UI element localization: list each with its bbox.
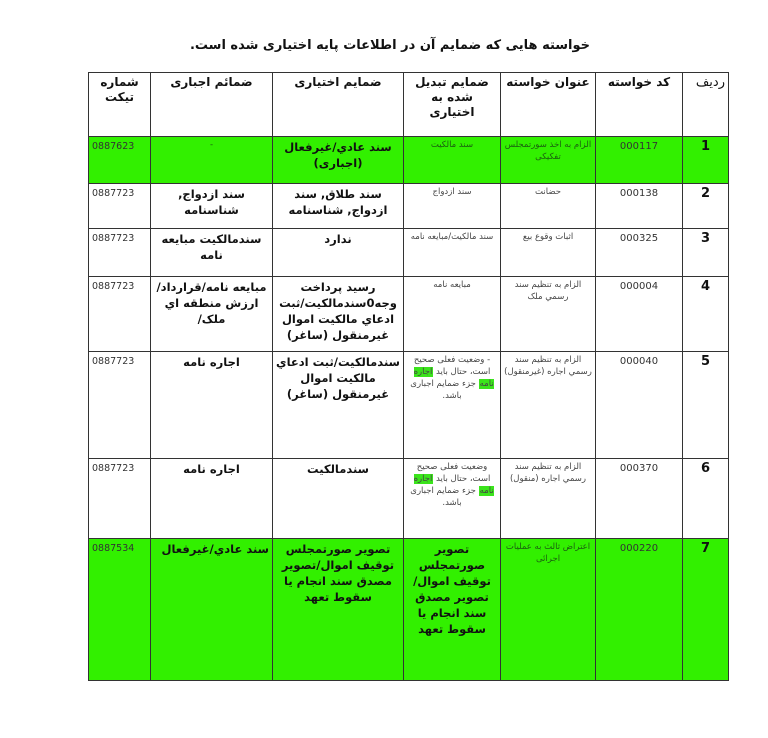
converted-attachments [404, 352, 501, 459]
row-number: 4 [683, 277, 729, 352]
optional-attachments: سندمالکیت/ثبت ادعاي مالکیت اموال غیرمنقول (ساغر) [273, 352, 404, 459]
ticket-number: 0887723 [89, 459, 151, 539]
optional-attachments: تصویر صورتمجلس توقیف اموال/تصویر مصدق سند انجام یا سقوط تعهد [273, 539, 404, 681]
optional-attachments: سند عادي/غيرفعال (اجباری) [273, 137, 404, 184]
request-title: الزام به اخذ سورتمجلس تفکیکی [501, 137, 596, 184]
request-title: حضانت [501, 184, 596, 229]
optional-attachments: رسید پرداخت وجه0سندمالکیت/ثبت ادعاي مالکیت اموال غیرمنقول (ساغر) [273, 277, 404, 352]
mandatory-attachments: سند عادي/غیرفعال [151, 539, 273, 681]
request-title: اعتراض ثالث به عملیات اجرائی [501, 539, 596, 681]
ticket-number: 0887723 [89, 229, 151, 277]
request-code: 000004 [596, 277, 683, 352]
converted-attachments-prefix: - وضعیت فعلی صحیح است، حتال باید [413, 355, 491, 377]
converted-attachments: سند ازدواج [404, 184, 501, 229]
request-title: الزام به تنظیم سند رسمي ملک [501, 277, 596, 352]
optional-attachments: سند طلاق, سند ازدواج, شناسنامه [273, 184, 404, 229]
table-row [89, 539, 729, 681]
ticket-number: 0887723 [89, 352, 151, 459]
ticket-number: 0887723 [89, 277, 151, 352]
request-title: اثبات وقوع بیع [501, 229, 596, 277]
header-optional-attachments: ضمایم اختیاری [273, 73, 404, 137]
table-header-row [89, 73, 729, 137]
table-row [89, 229, 729, 277]
mandatory-attachments: مبایعه نامه/قرارداد/ارزش منطقه اي ملک/ [151, 277, 273, 352]
requests-table [88, 72, 729, 681]
converted-attachments: سند مالکیت/مبایعه نامه [404, 229, 501, 277]
converted-attachments: تصویر صورتمجلس توقیف اموال/تصویر مصدق سند انجام یا سقوط تعهد [404, 539, 501, 681]
ticket-number: 0887723 [89, 184, 151, 229]
mandatory-attachments: اجاره نامه [151, 459, 273, 539]
highlighted-text: اجاره نامه [413, 474, 494, 496]
row-number: 6 [683, 459, 729, 539]
table-row [89, 277, 729, 352]
request-code: 000138 [596, 184, 683, 229]
request-code: 000370 [596, 459, 683, 539]
request-code: 000325 [596, 229, 683, 277]
table-row [89, 184, 729, 229]
table-row [89, 459, 729, 539]
row-number: 3 [683, 229, 729, 277]
converted-attachments: مبایعه نامه [404, 277, 501, 352]
converted-attachments-suffix: جزء ضمایم اجباری باشد. [410, 379, 476, 401]
optional-attachments: ندارد [273, 229, 404, 277]
ticket-number: 0887623 [89, 137, 151, 184]
document-title: خواسته هایی که ضمایم آن در اطلاعات پایه اختیاری شده است. [189, 38, 591, 53]
converted-attachments [404, 459, 501, 539]
header-request-code: کد خواسته [596, 73, 683, 137]
header-converted-attachments: ضمایم تبدیل شده به اختیاری [404, 73, 501, 137]
request-title: الزام به تنظیم سند رسمي اجاره (منقول) [501, 459, 596, 539]
row-number: 5 [683, 352, 729, 459]
converted-attachments-prefix: وضعیت فعلی صحیح است، حتال باید [416, 462, 491, 484]
converted-attachments-suffix: جزء ضمایم اجباری باشد. [410, 486, 476, 508]
ticket-number: 0887534 [89, 539, 151, 681]
mandatory-attachments: سند ازدواج, شناسنامه [151, 184, 273, 229]
request-code: 000040 [596, 352, 683, 459]
converted-attachments: سند مالکیت [404, 137, 501, 184]
mandatory-attachments: - [151, 137, 273, 184]
optional-attachments: سندمالکیت [273, 459, 404, 539]
request-code: 000220 [596, 539, 683, 681]
header-request-title: عنوان خواسته [501, 73, 596, 137]
mandatory-attachments: سندمالکیت مبایعه نامه [151, 229, 273, 277]
table-row [89, 137, 729, 184]
row-number: 1 [683, 137, 729, 184]
request-title: الزام به تنظیم سند رسمي اجاره (غیرمنقول) [501, 352, 596, 459]
header-ticket-number: شماره تیکت [89, 73, 151, 137]
header-row-number: ردیف [683, 73, 729, 137]
row-number: 2 [683, 184, 729, 229]
row-number: 7 [683, 539, 729, 681]
header-mandatory-attachments: ضمائم اجباری [151, 73, 273, 137]
table-row [89, 352, 729, 459]
request-code: 000117 [596, 137, 683, 184]
highlighted-text: اجاره نامه [413, 367, 494, 389]
mandatory-attachments: اجاره نامه [151, 352, 273, 459]
